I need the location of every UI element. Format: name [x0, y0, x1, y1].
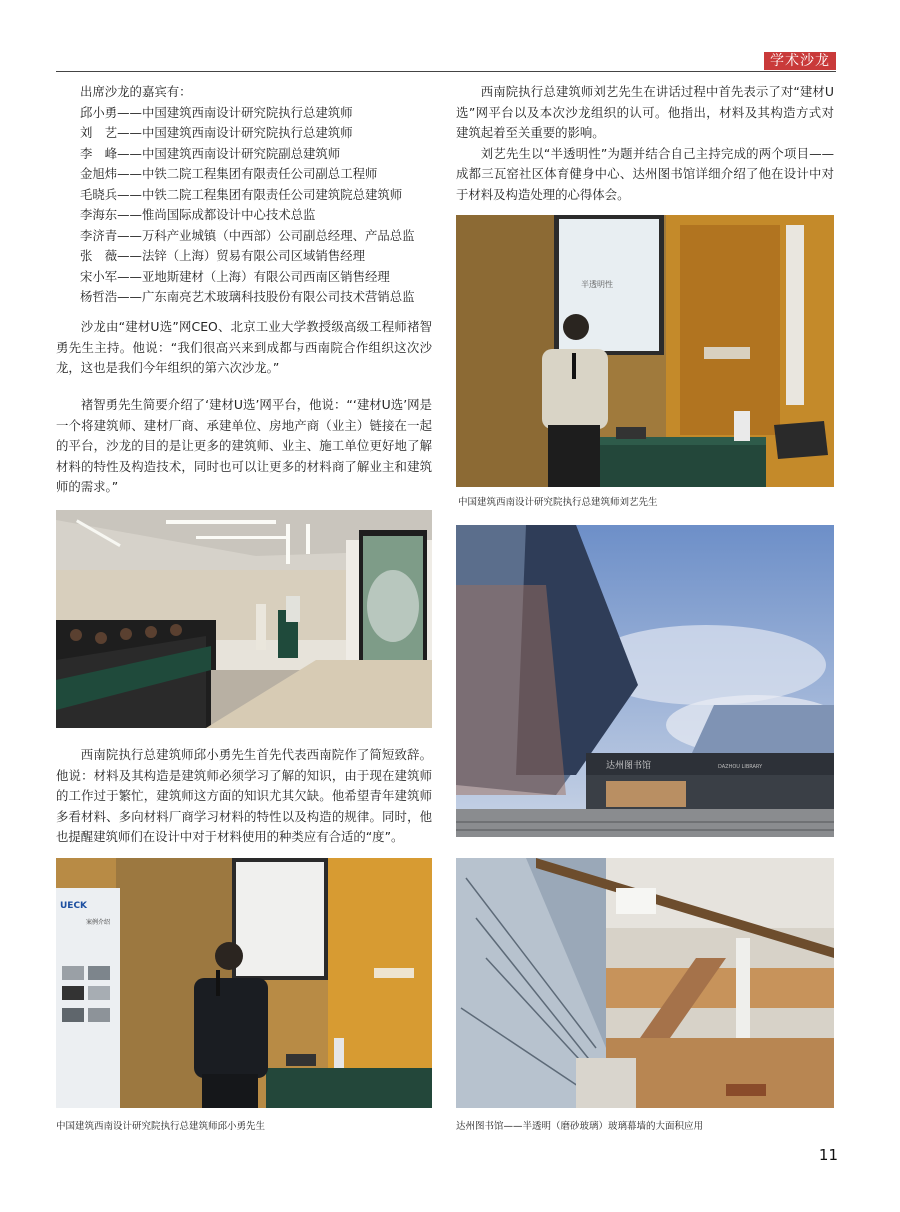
guest-item: 宋小军——亚地斯建材（上海）有限公司西南区销售经理 — [80, 268, 390, 284]
screen-slide-text: 半透明性 — [581, 280, 613, 289]
guest-list-heading: 出席沙龙的嘉宾有： — [80, 84, 192, 99]
paragraph-qiu-speech — [56, 745, 432, 848]
guest-item: 毛晓兵——中铁二院工程集团有限责任公司建筑院总建筑师 — [80, 186, 403, 202]
library-sign-en-text: DAZHOU LIBRARY — [718, 764, 763, 770]
guest-item: 杨哲浩——广东南亮艺术玻璃科技股份有限公司技术营销总监 — [80, 289, 415, 304]
caption-liu-yi: 中国建筑西南设计研究院执行总建筑师刘艺先生 — [458, 497, 658, 508]
guest-item: 李海东——惟尚国际成都设计中心技术总监 — [80, 207, 316, 222]
page-number: 11 — [818, 1146, 838, 1164]
header-rule — [56, 71, 836, 72]
caption-qiu-xiaoyong: 中国建筑西南设计研究院执行总建筑师邱小勇先生 — [56, 1121, 266, 1132]
photo-liu-yi — [456, 215, 834, 487]
library-sign-text: 达州图书馆 — [606, 761, 652, 771]
guest-item: 刘 艺——中国建筑西南设计研究院执行总建筑师 — [80, 125, 353, 140]
paragraph-text: 褚智勇先生简要介绍了‘建材U选’网平台，他说：“‘建材U选’网是一个将建筑师、建材厂商、承建单位、房地产商（业主）链接在一起的平台，沙龙的目的是让更多的建筑师、业主、施工单位更好地了解材料的特性及构造技术，同时也可以让更多的材料商了解业主和建筑师的需求。” — [56, 397, 432, 494]
section-tag: 学术沙龙 — [764, 52, 836, 70]
guest-item: 金旭炜——中铁二院工程集团有限责任公司副总工程师 — [80, 166, 378, 181]
guest-item: 李 峰——中国建筑西南设计研究院副总建筑师 — [80, 145, 341, 161]
banner-logo-text: UECK — [60, 901, 88, 911]
paragraph-platform-intro — [56, 395, 432, 498]
banner-title-text: 案例介绍 — [86, 919, 111, 926]
guest-item: 邱小勇——中国建筑西南设计研究院执行总建筑师 — [80, 104, 353, 120]
photo-library-interior — [456, 858, 834, 1108]
paragraph-text: 刘艺先生以“半透明性”为题并结合自己主持完成的两个项目——成都三瓦窑社区体育健身中心、达州图书馆详细介绍了他在设计中对于材料及构造处理的心得体会。 — [456, 145, 834, 202]
caption-library: 达州图书馆——半透明（磨砂玻璃）玻璃幕墙的大面积应用 — [456, 1121, 704, 1132]
paragraph-host-intro — [56, 317, 432, 379]
photo-qiu-xiaoyong — [56, 858, 432, 1108]
guest-item: 张 薇——法锌（上海）贸易有限公司区域销售经理 — [80, 248, 365, 263]
photo-lecture-hall — [56, 510, 432, 728]
paragraph-text: 西南院执行总建筑师刘艺先生在讲话过程中首先表示了对“建材U选”网平台以及本次沙龙组织的认可。他指出，材料及其构造方式对建筑起着至关重要的影响。 — [456, 84, 834, 140]
paragraph-text: 沙龙由“建材U选”网CEO、北京工业大学教授级高级工程师褚智勇先生主持。他说：“我们很高兴来到成都与西南院合作组织这次沙龙，这也是我们今年组织的第六次沙龙。” — [56, 319, 432, 375]
photo-library-exterior — [456, 525, 834, 837]
guest-list — [80, 82, 460, 308]
guest-item: 李济青——万科产业城镇（中西部）公司副总经理、产品总监 — [80, 227, 415, 243]
paragraph-liu-speech — [456, 82, 834, 205]
paragraph-text: 西南院执行总建筑师邱小勇先生首先代表西南院作了简短致辞。他说：材料及其构造是建筑师必须学习了解的知识，由于现在建筑师的工作过于繁忙，建筑师这方面的知识尤其欠缺。他希望青年建筑师多看材料、多向材料厂商学习材料的特性以及构造的规律。同时，他也提醒建筑师们在设计中对于材料使用的种类应有合适的“度”。 — [56, 747, 432, 844]
